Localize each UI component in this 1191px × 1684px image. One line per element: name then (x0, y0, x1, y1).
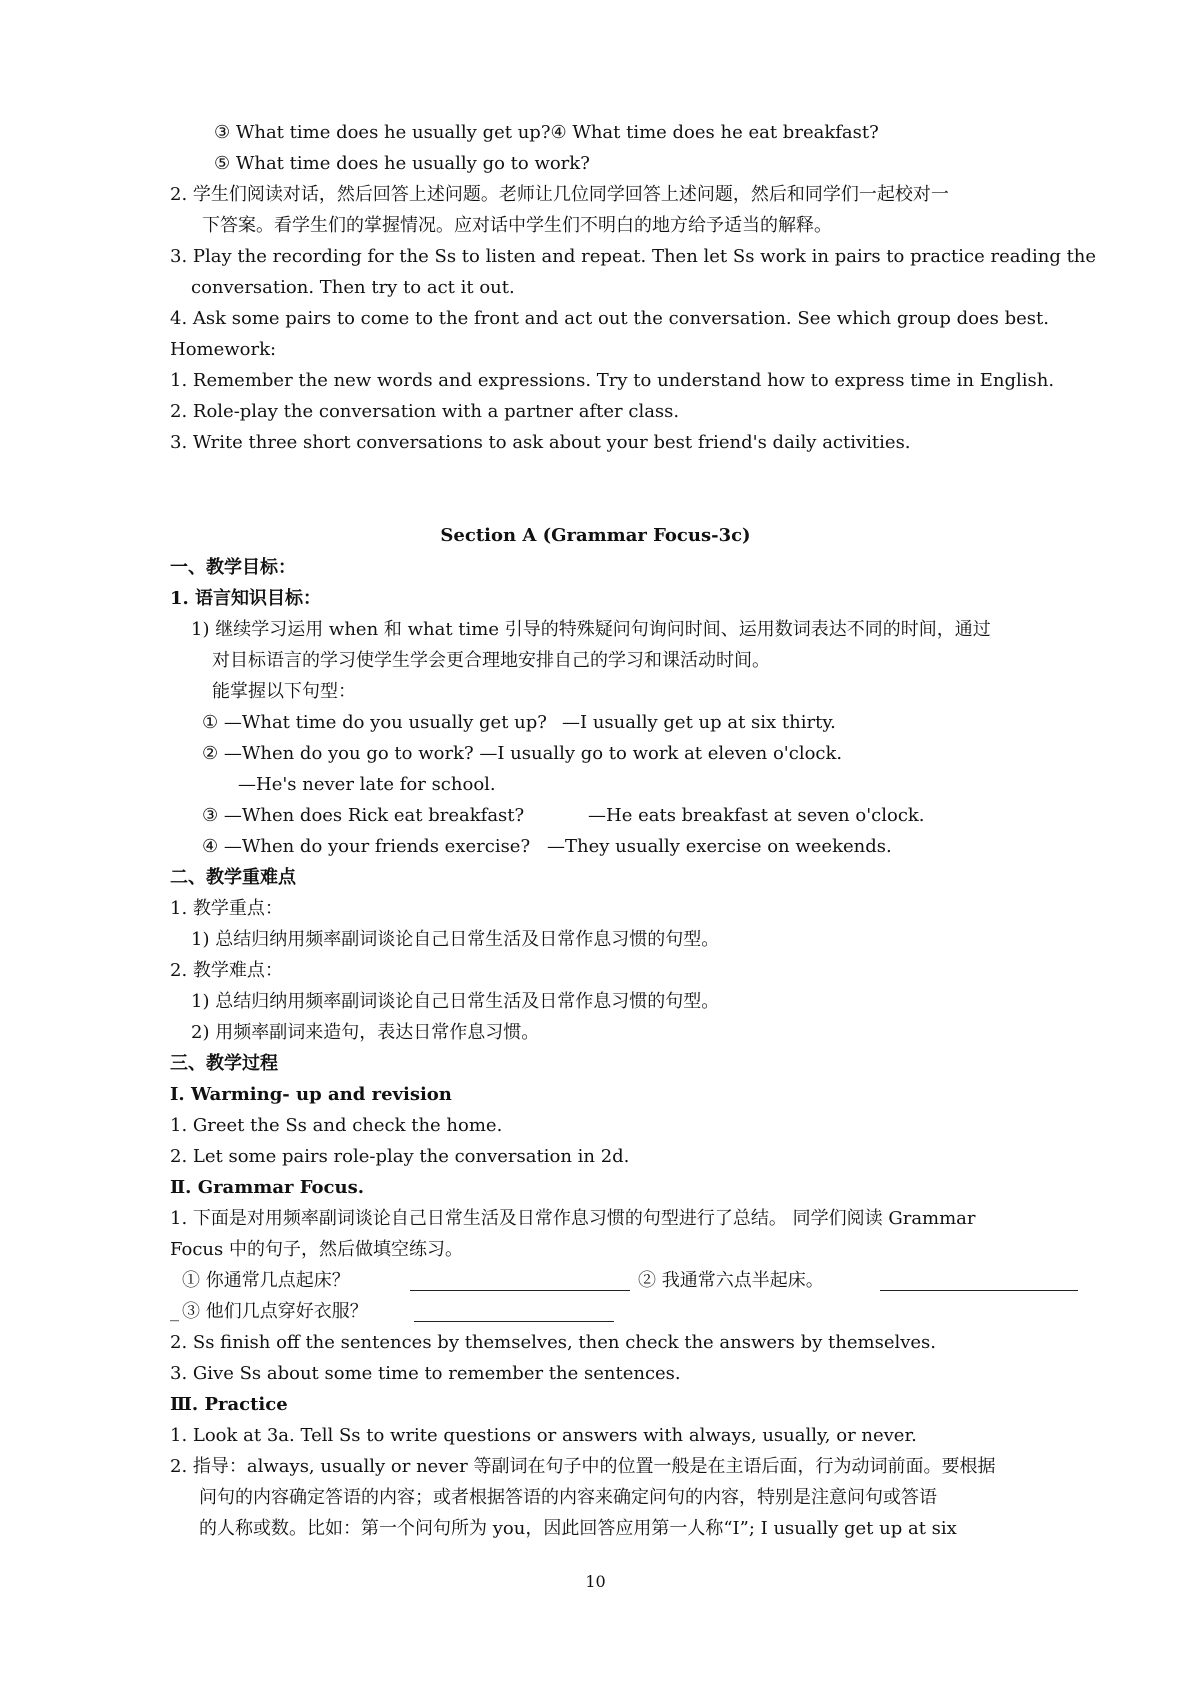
practice-step-2-line-1: 2. 指导：always, usually or never 等副词在句子中的位置一般是在主语后面，行为动词前面。要根据 (170, 1456, 996, 1477)
step-2-line-2: 下答案。看学生们的掌握情况。应对话中学生们不明白的地方给予适当的解释。 (202, 215, 832, 236)
fill-in-prompt-2: ② 我通常六点半起床。 (638, 1270, 824, 1291)
homework-label: Homework: (170, 339, 277, 360)
practice-step-2-line-3: 的人称或数。比如：第一个问句所为 you，因此回答应用第一人称“I”; I usually get up at six (199, 1518, 957, 1539)
difficult-points-label: 2. 教学难点： (170, 960, 283, 981)
grammar-step-1-line-1: 1. 下面是对用频率副词谈论自己日常生活及日常作息习惯的句型进行了总结。 同学们阅读 Grammar (170, 1208, 976, 1229)
page-number: 10 (585, 1572, 606, 1591)
key-points-label: 1. 教学重点： (170, 898, 283, 919)
difficult-point-2: 2) 用频率副词来造句，表达日常作息习惯。 (191, 1022, 540, 1043)
homework-item-1: 1. Remember the new words and expressions. Try to understand how to express time in English. (170, 370, 1055, 391)
key-point-1: 1) 总结归纳用频率副词谈论自己日常生活及日常作息习惯的句型。 (191, 929, 720, 950)
grammar-focus-title: Ⅱ. Grammar Focus. (170, 1177, 364, 1198)
goals-heading: 一、教学目标： (170, 557, 296, 578)
practice-step-2-line-2: 问句的内容确定答语的内容；或者根据答语的内容来确定问句的内容，特别是注意问句或答语 (199, 1487, 937, 1508)
step-4: 4. Ask some pairs to come to the front and act out the conversation. See which group does best. (170, 308, 1049, 329)
fill-in-prompt-1: ① 你通常几点起床？ (182, 1270, 350, 1291)
process-heading: 三、教学过程 (170, 1053, 278, 1074)
example-4-question: ④ —When do your friends exercise? (202, 836, 531, 857)
warming-up-title: Ⅰ. Warming- up and revision (170, 1084, 452, 1105)
goals-para-line-3: 能掌握以下句型： (212, 681, 356, 702)
example-3-question: ③ —When does Rick eat breakfast? (202, 805, 525, 826)
goals-para-line-1: 1) 继续学习运用 when 和 what time 引导的特殊疑问句询问时间、运用数词表达不同的时间，通过 (191, 619, 991, 640)
example-4-answer: —They usually exercise on weekends. (547, 836, 892, 857)
warming-up-step-1: 1. Greet the Ss and check the home. (170, 1115, 503, 1136)
fill-in-blank-2[interactable] (880, 1290, 1078, 1291)
step-3-line-1: 3. Play the recording for the Ss to listen and repeat. Then let Ss work in pairs to practice reading the (170, 246, 1097, 267)
practice-step-1: 1. Look at 3a. Tell Ss to write questions or answers with always, usually, or never. (170, 1425, 917, 1446)
homework-item-2: 2. Role-play the conversation with a partner after class. (170, 401, 680, 422)
example-1-answer: —I usually get up at six thirty. (562, 712, 836, 733)
fill-in-blank-3[interactable] (414, 1321, 614, 1322)
example-3-answer: —He eats breakfast at seven o'clock. (588, 805, 925, 826)
example-2: ② —When do you go to work? —I usually go to work at eleven o'clock. (202, 743, 843, 764)
difficult-point-1: 1) 总结归纳用频率副词谈论自己日常生活及日常作息习惯的句型。 (191, 991, 720, 1012)
goals-subheading: 1. 语言知识目标： (170, 588, 322, 609)
grammar-step-2: 2. Ss finish off the sentences by themselves, then check the answers by themselves. (170, 1332, 937, 1353)
fill-in-prompt-3: ③ 他们几点穿好衣服？ (182, 1301, 368, 1322)
homework-item-3: 3. Write three short conversations to ask about your best friend's daily activities. (170, 432, 911, 453)
difficulties-heading: 二、教学重难点 (170, 867, 296, 888)
warming-up-step-2: 2. Let some pairs role-play the conversation in 2d. (170, 1146, 630, 1167)
question-5: ⑤ What time does he usually go to work? (214, 153, 590, 174)
fill-in-underscore: _ (170, 1301, 179, 1322)
example-2-extra: —He's never late for school. (238, 774, 496, 795)
question-3-4: ③ What time does he usually get up?④ What time does he eat breakfast? (214, 122, 879, 143)
step-2-line-1: 2. 学生们阅读对话，然后回答上述问题。老师让几位同学回答上述问题，然后和同学们一起校对一 (170, 184, 949, 205)
grammar-step-1-line-2: Focus 中的句子，然后做填空练习。 (170, 1239, 463, 1260)
grammar-step-3: 3. Give Ss about some time to remember the sentences. (170, 1363, 681, 1384)
step-3-line-2: conversation. Then try to act it out. (191, 277, 515, 298)
fill-in-blank-1[interactable] (410, 1290, 630, 1291)
example-1-question: ① —What time do you usually get up? (202, 712, 547, 733)
section-title: Section A (Grammar Focus-3c) (440, 525, 751, 546)
practice-title: Ⅲ. Practice (170, 1394, 288, 1415)
goals-para-line-2: 对目标语言的学习使学生学会更合理地安排自己的学习和课活动时间。 (212, 650, 770, 671)
